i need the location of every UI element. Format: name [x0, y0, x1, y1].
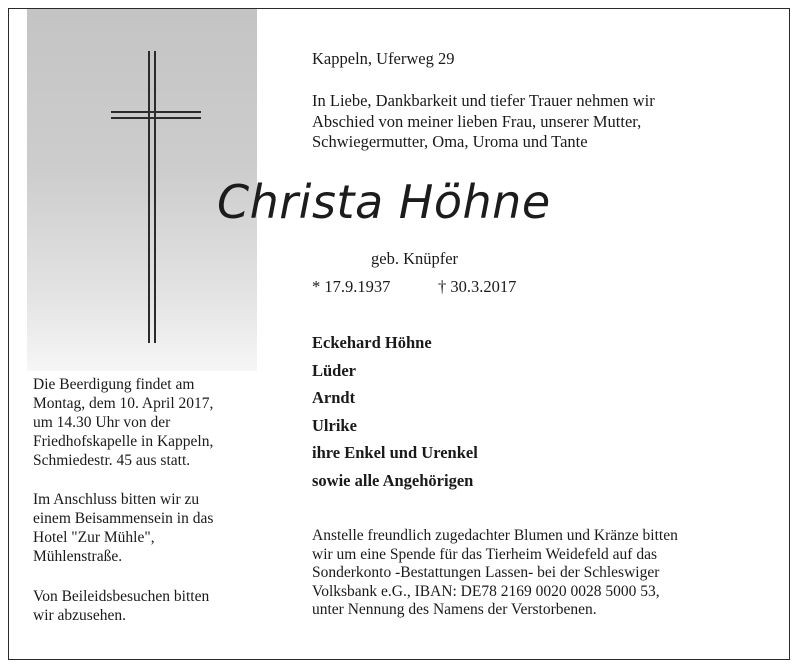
latin-cross-icon [111, 51, 201, 343]
mourner-name: Arndt [312, 388, 356, 407]
funeral-line: Schmiedestr. 45 aus statt. [33, 452, 191, 469]
gathering-line: Mühlenstraße. [33, 548, 123, 565]
condolence-line: Von Beileidsbesuchen bitten [33, 588, 210, 605]
funeral-line: Friedhofskapelle in Kappeln, [33, 433, 214, 450]
mourner-name: ihre Enkel und Urenkel [312, 443, 478, 462]
mourner-name: Lüder [312, 360, 357, 380]
gathering-line: Im Anschluss bitten wir zu [33, 491, 200, 508]
gathering-info [33, 490, 258, 566]
gathering-line: einem Beisammensein in das [33, 510, 214, 527]
funeral-line: Montag, dem 10. April 2017, [33, 395, 214, 412]
intro-line: Abschied von meiner lieben Frau, unserer Mutter, [312, 111, 642, 131]
gathering-line: Hotel "Zur Mühle", [33, 529, 155, 546]
condolence-info [33, 587, 258, 625]
mourner-name: Ulrike [312, 415, 357, 435]
donation-line: Anstelle freundlich zugedachter Blumen und Kränze bitten [312, 527, 678, 544]
donation-line: unter Nennung des Namens der Verstorbenen. [312, 601, 597, 618]
obituary-notice [8, 8, 790, 660]
funeral-info [33, 375, 258, 470]
maiden-name: geb. Knüpfer [371, 249, 459, 268]
donation-text [312, 527, 782, 620]
donation-line: wir um eine Spende für das Tierheim Weidefeld auf das [312, 545, 657, 563]
funeral-line: Die Beerdigung findet am [33, 376, 195, 393]
donation-line: Volksbank e.G., IBAN: DE78 2169 0020 0028 5000 53, [312, 582, 660, 600]
mourner-name: sowie alle Angehörigen [312, 470, 474, 490]
funeral-line: um 14.30 Uhr von der [33, 414, 171, 431]
death-date: † 30.3.2017 [438, 277, 517, 296]
donation-line: Sonderkonto -Bestattungen Lassen- bei der Schleswiger [312, 564, 660, 581]
mourner-name: Eckehard Höhne [312, 333, 432, 352]
mourners-list [312, 329, 478, 494]
deceased-name: Christa Höhne [217, 175, 551, 229]
address: Kappeln, Uferweg 29 [312, 49, 455, 68]
condolence-line: wir abzusehen. [33, 607, 126, 624]
birth-date: * 17.9.1937 [312, 277, 391, 296]
intro-text [312, 91, 782, 153]
intro-line: In Liebe, Dankbarkeit und tiefer Trauer nehmen wir [312, 91, 655, 110]
intro-line: Schwiegermutter, Oma, Uroma und Tante [312, 132, 588, 151]
